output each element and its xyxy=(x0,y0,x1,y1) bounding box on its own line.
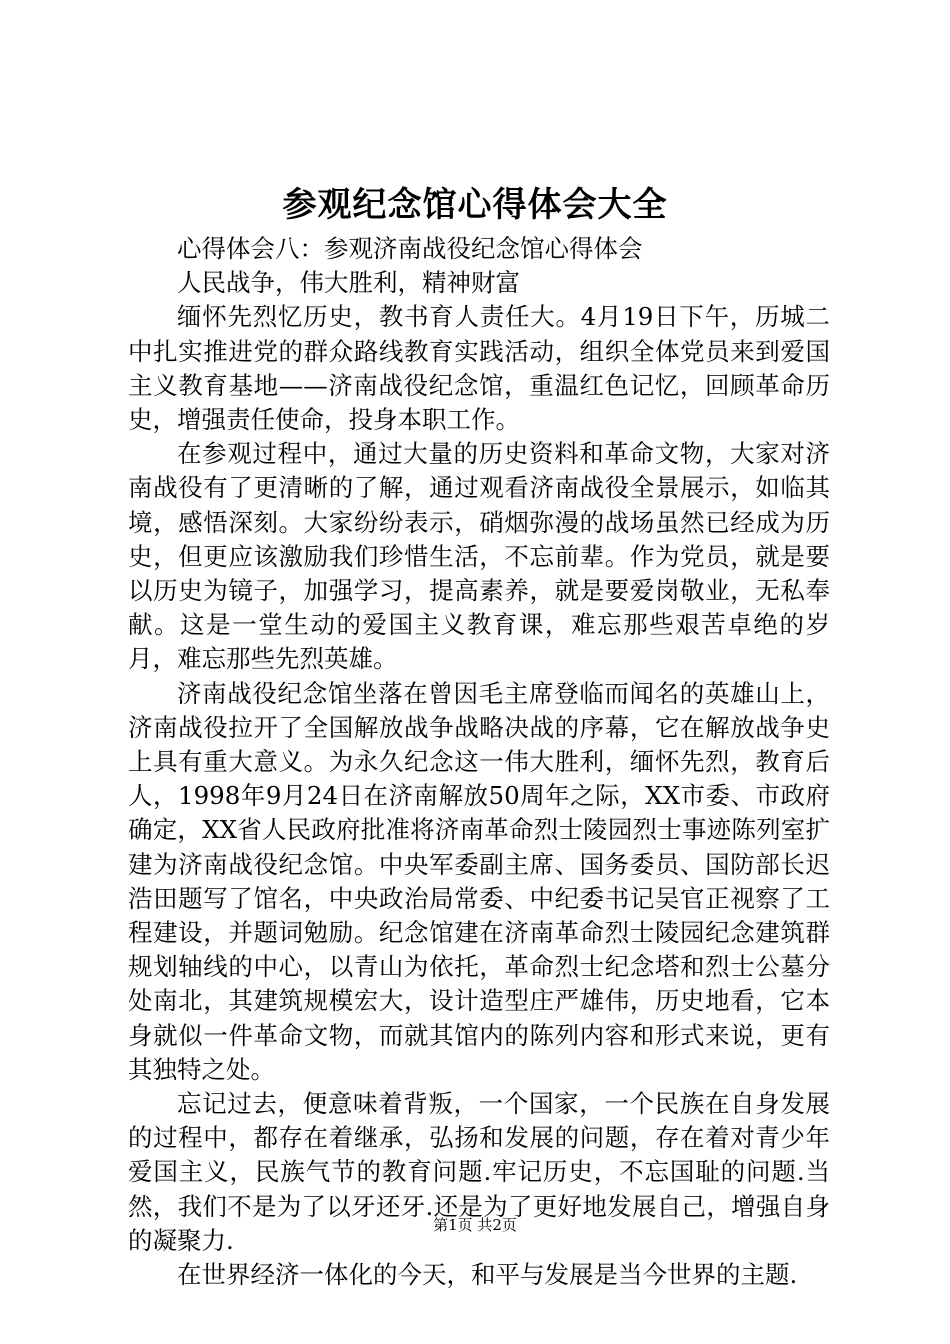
paragraph: 忘记过去，便意味着背叛，一个国家，一个民族在自身发展的过程中，都存在着继承，弘扬和发展的问题，存在着对青少年爱国主义，民族气节的教育问题.牢记历史，不忘国耻的问题.当然，我们不是为了以牙还牙.还是为了更好地发展自己，增强自身的凝聚力. xyxy=(128,1089,830,1255)
document-title: 参观纪念馆心得体会大全 xyxy=(282,185,668,225)
paragraph: 在参观过程中，通过大量的历史资料和革命文物，大家对济南战役有了更清晰的了解，通过观看济南战役全景展示，如临其境，感悟深刻。大家纷纷表示，硝烟弥漫的战场虽然已经成为历史，但更应该激励我们珍惜生活，不忘前辈。作为党员，就是要以历史为镜子，加强学习，提高素养，就是要爱岗敬业，无私奉献。这是一堂生动的爱国主义教育课，难忘那些艰苦卓绝的岁月，难忘那些先烈英雄。 xyxy=(128,439,830,674)
page-number-footer: 第1页 共2页 xyxy=(433,1216,517,1234)
paragraph: 缅怀先烈忆历史，教书育人责任大。4月19日下午，历城二中扎实推进党的群众路线教育实践活动，组织全体党员来到爱国主义教育基地——济南战役纪念馆，重温红色记忆，回顾革命历史，增强责任使命，投身本职工作。 xyxy=(128,302,830,435)
document-body xyxy=(128,232,830,1292)
paragraph: 济南战役纪念馆坐落在曾因毛主席登临而闻名的英雄山上，济南战役拉开了全国解放战争战略决战的序幕，它在解放战争史上具有重大意义。为永久纪念这一伟大胜利，缅怀先烈，教育后人，1998年9月24日在济南解放50周年之际，XX市委、市政府确定，XX省人民政府批准将济南革命烈士陵园烈士事迹陈列室扩建为济南战役纪念馆。中央军委副主席、国务委员、国防部长迟浩田题写了馆名，中央政治局常委、中纪委书记吴官正视察了工程建设，并题词勉励。纪念馆建在济南革命烈士陵园纪念建筑群规划轴线的中心，以青山为依托，革命烈士纪念塔和烈士公墓分处南北，其建筑规模宏大，设计造型庄严雄伟，历史地看，它本身就似一件革命文物，而就其馆内的陈列内容和形式来说，更有其独特之处。 xyxy=(128,678,830,1084)
paragraph: 在世界经济一体化的今天，和平与发展是当今世界的主题. xyxy=(177,1260,798,1290)
paragraph-heading: 人民战争，伟大胜利，精神财富 xyxy=(177,268,520,298)
paragraph-subtitle: 心得体会八：参观济南战役纪念馆心得体会 xyxy=(177,234,643,263)
